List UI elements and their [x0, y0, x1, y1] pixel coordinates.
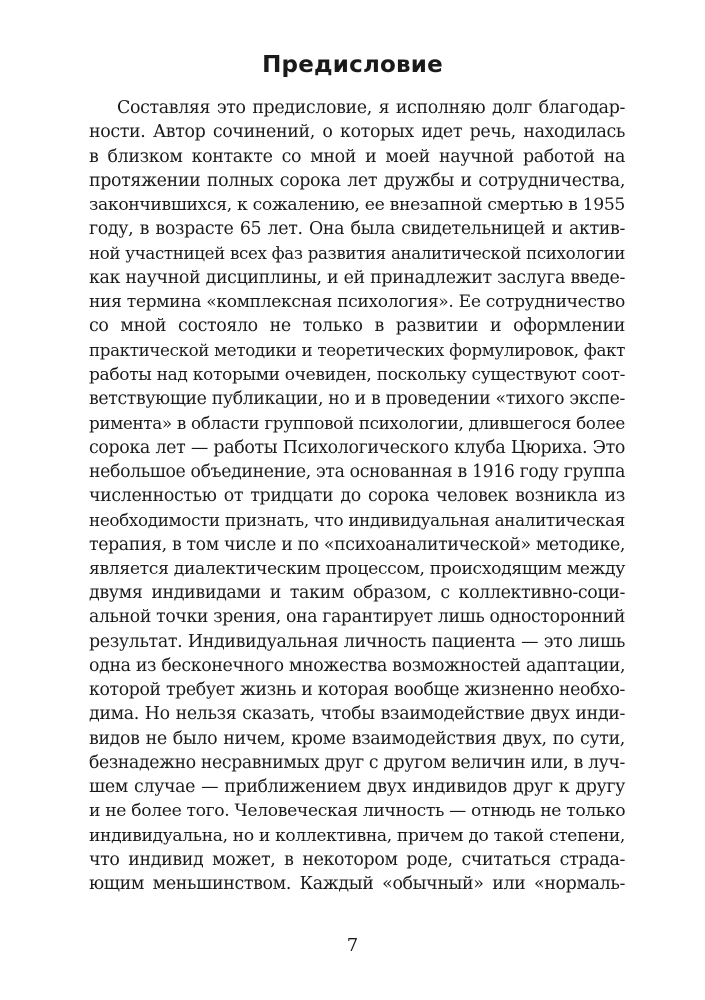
text-line: индивидуальна, но и коллективна, причем до такой степени,	[89, 825, 625, 846]
text-line: которой требует жизнь и которая вообще жизненно необхо-	[89, 680, 625, 700]
text-line: безнадежно несравнимых друг с другом величин или, в луч-	[89, 752, 625, 773]
text-line: ющим меньшинством. Каждый «обычный» или «нормаль-	[89, 874, 625, 894]
text-line: небольшое объединение, эта основанная в 1916 году группа	[89, 461, 626, 482]
text-line: дима. Но нельзя сказать, чтобы взаимодействие двух инди-	[89, 704, 625, 725]
page-title: Предисловие	[262, 52, 443, 78]
text-line: сорока лет — работы Психологического клуба Цюриха. Это	[89, 437, 625, 458]
text-line: является диалектическим процессом, происходящим между	[89, 558, 625, 579]
page-number: 7	[346, 935, 359, 956]
text-line: как научной дисциплины, и ей принадлежит заслуга введе-	[89, 267, 625, 288]
text-line: двумя индивидами и таким образом, с коллективно-соци-	[89, 583, 625, 603]
text-line: ветствующие публикации, но и в проведении «тихого экспе-	[89, 389, 625, 409]
text-line: видов не было ничем, кроме взаимодействия двух, по сути,	[89, 728, 625, 749]
text-line: закончившихся, к сожалению, ее внезапной смертью в 1955	[89, 195, 625, 215]
body-paragraph	[89, 96, 625, 896]
text-line: году, в возрасте 65 лет. Она была свидетельницей и актив-	[89, 219, 625, 240]
text-line: римента» в области групповой психологии, длившегося более	[89, 413, 625, 434]
text-line: что индивид может, в некотором роде, считаться страда-	[89, 849, 625, 870]
text-line: ности. Автор сочинений, о которых идет речь, находилась	[89, 122, 625, 143]
text-line: ной участницей всех фаз развития аналитической психологии	[89, 243, 625, 263]
text-line: необходимости признать, что индивидуальная аналитическая	[89, 510, 625, 531]
text-line: работы над которыми очевиден, поскольку существуют соот-	[89, 364, 625, 385]
text-line: одна из бесконечного множества возможностей адаптации,	[89, 655, 626, 676]
text-line: практической методики и теоретических формулировок, факт	[89, 340, 625, 360]
text-line: и не более того. Человеческая личность — отнюдь не только	[89, 801, 626, 822]
text-line: результат. Индивидуальная личность пациента — это лишь	[89, 631, 625, 652]
text-line: со мной состояло не только в развитии и оформлении	[89, 316, 625, 337]
text-line: альной точки зрения, она гарантирует лишь односторонний	[89, 607, 625, 628]
text-line: численностью от тридцати до сорока человек возникла из	[89, 486, 625, 506]
text-line: Составляя это предисловие, я исполняю долг благодар-	[117, 98, 625, 118]
text-line: терапия, в том числе и по «психоаналитической» методике,	[89, 534, 625, 555]
text-line: протяжении полных сорока лет дружбы и сотрудничества,	[89, 170, 625, 191]
text-line: шем случае — приближением двух индивидов друг к другу	[89, 777, 625, 797]
text-line: в близком контакте со мной и моей научной работой на	[89, 146, 625, 167]
text-line: ния термина «комплексная психология». Ее сотрудничество	[89, 292, 625, 312]
